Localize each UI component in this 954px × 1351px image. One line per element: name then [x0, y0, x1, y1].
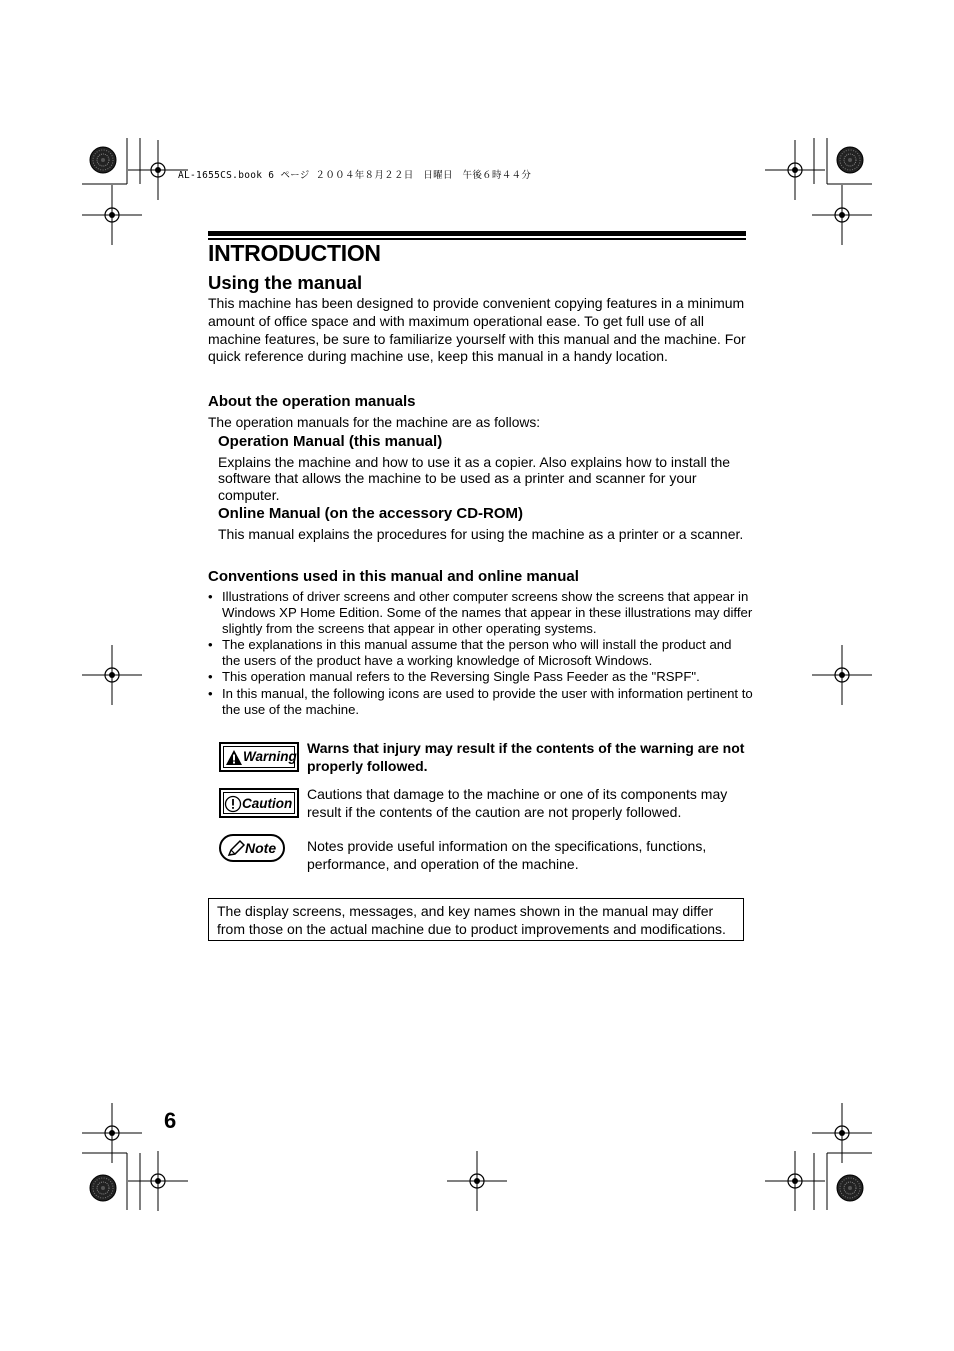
- title-rule: [208, 231, 746, 236]
- manual-description: This manual explains the procedures for using the machine as a printer or a scanner.: [218, 526, 744, 542]
- pencil-icon: [226, 839, 246, 858]
- note-description: Notes provide useful information on the specifications, functions, performance, and operation of the machine.: [307, 838, 707, 872]
- manual-title: Operation Manual (this manual): [218, 433, 443, 450]
- intro-paragraph: This machine has been designed to provide convenient copying features in a minimum amount of office space and with maximum operational ease. To get full use of all machine features, be sure to familiarize yourself with this manual and the machine. For quick reference during machine use, keep this manual in a handy location.: [208, 295, 746, 365]
- registration-target-icon: [765, 1151, 825, 1211]
- conventions-heading: Conventions used in this manual and online manual: [208, 568, 579, 585]
- warning-triangle-icon: [225, 749, 243, 766]
- manual-title: Online Manual (on the accessory CD-ROM): [218, 505, 524, 522]
- manual-description: Explains the machine and how to use it as a copier. Also explains how to install the software that allows the machine to be used as a printer and scanner for your computer.: [218, 454, 731, 503]
- about-heading: About the operation manuals: [208, 393, 416, 410]
- note-label: Note: [245, 840, 277, 856]
- caution-label: Caution: [242, 796, 293, 811]
- list-item: • This operation manual refers to the Reversing Single Pass Feeder as the "RSPF".: [208, 669, 753, 685]
- registration-target-icon: [812, 1103, 872, 1163]
- print-header: AL-1655CS.book 6 ページ ２００４年８月２２日 日曜日 午後６時４４分: [178, 170, 532, 181]
- section-heading: Using the manual: [208, 272, 363, 293]
- warning-badge: [219, 742, 299, 772]
- warning-label: Warning: [243, 749, 297, 764]
- exclamation-circle-icon: [224, 795, 242, 813]
- registration-star-icon: [90, 1175, 116, 1201]
- notice-box: The display screens, messages, and key names shown in the manual may differ from those on the actual machine due to product improvements and modifications.: [208, 898, 744, 941]
- registration-target-icon: [447, 1151, 507, 1211]
- page-title: INTRODUCTION: [208, 240, 381, 266]
- note-badge: [219, 834, 285, 862]
- list-item: • The explanations in this manual assume that the person who will install the product and the users of the product have a working knowledge of Microsoft Windows.: [208, 637, 753, 669]
- about-intro: The operation manuals for the machine are as follows:: [208, 415, 541, 430]
- list-item: • In this manual, the following icons are used to provide the user with information pertinent to the use of the machine.: [208, 686, 753, 718]
- registration-target-icon: [82, 185, 142, 245]
- registration-target-icon: [82, 1103, 142, 1163]
- registration-target-icon: [812, 645, 872, 705]
- registration-target-icon: [812, 185, 872, 245]
- registration-star-icon: [90, 147, 116, 173]
- conventions-list: [208, 589, 753, 718]
- registration-target-icon: [82, 645, 142, 705]
- list-item: • Illustrations of driver screens and other computer screens show the screens that appear in Windows XP Home Edition. Some of the names that appear in these illustrations may differ slightly from the screens that appear in other operating systems.: [208, 589, 753, 637]
- registration-target-icon: [765, 140, 825, 200]
- page-number: 6: [164, 1108, 177, 1133]
- caution-description: Cautions that damage to the machine or one of its components may result if the contents of the caution are not properly followed.: [307, 786, 728, 820]
- registration-target-icon: [128, 1151, 188, 1211]
- registration-star-icon: [837, 1175, 863, 1201]
- warning-description: Warns that injury may result if the contents of the warning are not properly followed.: [307, 740, 745, 774]
- caution-badge: [219, 788, 299, 818]
- registration-star-icon: [837, 147, 863, 173]
